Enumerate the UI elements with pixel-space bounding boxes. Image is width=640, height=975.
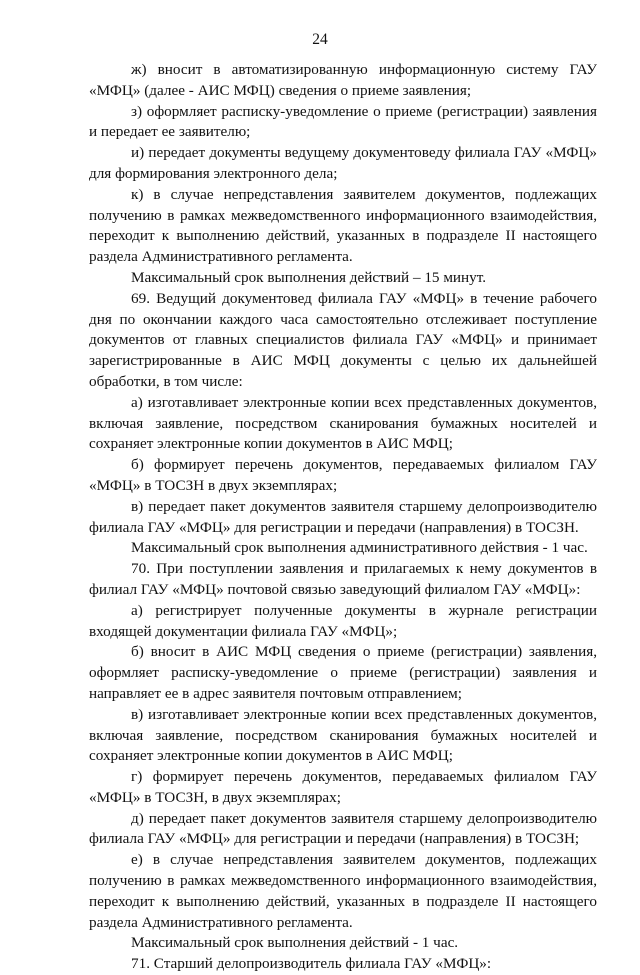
paragraph: Максимальный срок выполнения административного действия - 1 час. bbox=[131, 539, 588, 557]
document-body bbox=[89, 60, 597, 975]
paragraph: д) передает пакет документов заявителя старшему делопроизводителю филиала ГАУ «МФЦ» для регистрации и передачи (направления) в ТОСЗН; bbox=[89, 809, 597, 848]
paragraph: 69. Ведущий документовед филиала ГАУ «МФЦ» в течение рабочего дня по окончании каждого часа самостоятельно отслеживает поступление документов от главных специалистов филиала ГАУ «МФЦ» и принимает зарегистрированные в АИС МФЦ документы с целью их дальнейшей обработки, в том числе: bbox=[89, 289, 597, 390]
paragraph: а) регистрирует полученные документы в журнале регистрации входящей документации филиала ГАУ «МФЦ»; bbox=[89, 601, 597, 640]
paragraph: б) формирует перечень документов, передаваемых филиалом ГАУ «МФЦ» в ТОСЗН в двух экземплярах; bbox=[89, 456, 597, 494]
paragraph: з) оформляет расписку-уведомление о приеме (регистрации) заявления и передает ее заявителю; bbox=[89, 102, 597, 141]
paragraph: в) передает пакет документов заявителя старшему делопроизводителю филиала ГАУ «МФЦ» для регистрации и передачи (направления) в ТОСЗН. bbox=[89, 497, 597, 536]
page-number: 24 bbox=[312, 31, 328, 48]
paragraph: Максимальный срок выполнения действий – 15 минут. bbox=[131, 268, 487, 286]
paragraph: е) в случае непредставления заявителем документов, подлежащих получению в рамках межведомственного информационного взаимодействия, переходит к выполнению действий, указанных в подразделе II настоящего раздела Административного регламента. bbox=[89, 851, 597, 931]
paragraph: в) изготавливает электронные копии всех представленных документов, включая заявление, посредством сканирования бумажных носителей и сохраняет электронные копии документов в АИС МФЦ; bbox=[89, 705, 597, 765]
paragraph: Максимальный срок выполнения действий - 1 час. bbox=[131, 934, 459, 952]
paragraph: г) формирует перечень документов, передаваемых филиалом ГАУ «МФЦ» в ТОСЗН, в двух экземплярах; bbox=[89, 768, 597, 806]
paragraph: 71. Старший делопроизводитель филиала ГАУ «МФЦ»: bbox=[131, 955, 492, 973]
paragraph: и) передает документы ведущему документоведу филиала ГАУ «МФЦ» для формирования электронного дела; bbox=[89, 144, 597, 182]
paragraph: б) вносит в АИС МФЦ сведения о приеме (регистрации) заявления, оформляет расписку-уведомление о приеме (регистрации) заявления и направляет ее в адрес заявителя почтовым отправлением; bbox=[89, 643, 597, 702]
paragraph: ж) вносит в автоматизированную информационную систему ГАУ «МФЦ» (далее - АИС МФЦ) сведения о приеме заявления; bbox=[89, 61, 597, 99]
paragraph: 70. При поступлении заявления и прилагаемых к нему документов в филиал ГАУ «МФЦ» почтовой связью заведующий филиалом ГАУ «МФЦ»: bbox=[89, 560, 597, 598]
paragraph: к) в случае непредставления заявителем документов, подлежащих получению в рамках межведомственного информационного взаимодействия, переходит к выполнению действий, указанных в подразделе II настоящего раздела Административного регламента. bbox=[89, 185, 597, 266]
paragraph: а) изготавливает электронные копии всех представленных документов, включая заявление, посредством сканирования бумажных носителей и сохраняет электронные копии документов в АИС МФЦ; bbox=[89, 393, 597, 453]
